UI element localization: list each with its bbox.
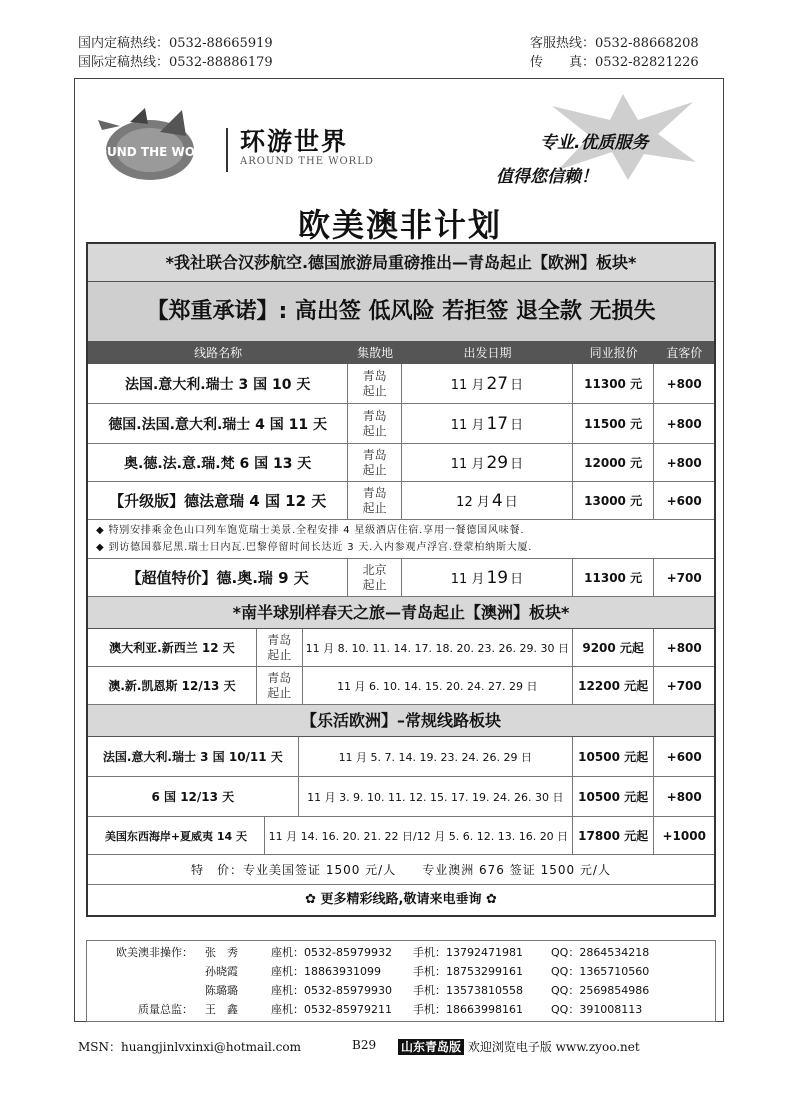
- contact-mobile: 手机：13792471981: [413, 946, 523, 959]
- route-name: 奥.德.法.意.瑞.梵 6 国 13 天: [124, 455, 312, 472]
- trade-price: 12000 元: [573, 444, 654, 481]
- contact-role: [87, 981, 193, 1000]
- trade-price: 11300 元: [573, 364, 654, 403]
- contact-qq: QQ：2569854986: [551, 984, 650, 997]
- table-row: [88, 629, 714, 667]
- service-hotline: 客服热线：0532-88668208: [530, 36, 699, 51]
- route-name: 6 国 12/13 天: [151, 790, 235, 804]
- page-number: B29: [352, 1038, 377, 1052]
- brand-block: [226, 128, 374, 172]
- more-routes-callout: ✿ 更多精彩线路,敬请来电垂询 ✿: [305, 892, 497, 907]
- trade-price: 12200 元起: [573, 667, 654, 704]
- direct-price: +800: [666, 640, 702, 655]
- contact-tel: 座机：0532-85979932: [271, 946, 392, 959]
- page-title: 欧美澳非计划: [297, 206, 502, 244]
- contact-tel: 座机：0532-85979211: [271, 1003, 392, 1016]
- trade-price: 11500 元: [573, 404, 654, 443]
- gather-point: 青岛起止: [362, 447, 387, 477]
- contact-name: 陈璐璐: [205, 984, 238, 997]
- tour-notes: [88, 520, 714, 559]
- route-name: 法国.意大利.瑞士 3 国 10 天: [124, 376, 311, 393]
- depart-month: 11 月: [450, 572, 485, 587]
- contact-role: [87, 962, 193, 981]
- table-row: [88, 559, 714, 597]
- depart-month: 12 月: [456, 495, 490, 510]
- route-name: 德国.法国.意大利.瑞士 4 国 11 天: [108, 416, 327, 433]
- depart-unit: 日: [510, 572, 524, 587]
- note-line: ◆ 特别安排乘金色山口列车饱览瑞士美景.全程安排 4 星级酒店住宿.享用一餐德国风味餐.: [96, 525, 525, 536]
- table-row: [88, 737, 714, 777]
- depart-dates: 11 月 6. 10. 14. 15. 20. 24. 27. 29 日: [303, 667, 573, 704]
- note-line: ◆ 到访德国慕尼黑.瑞士日内瓦.巴黎停留时间长达近 3 天.入内参观卢浮宫.登蒙柏纳斯大厦.: [96, 542, 533, 553]
- website-link[interactable]: 欢迎浏览电子版 www.zyoo.net: [467, 1040, 640, 1054]
- depart-dates: 11 月 8. 10. 11. 14. 17. 18. 20. 23. 26. 29. 30 日: [303, 629, 573, 666]
- table-row: [88, 777, 714, 817]
- contact-row: [87, 1000, 715, 1019]
- table-row: [88, 404, 714, 444]
- gather-point: 青岛起止: [362, 485, 387, 515]
- col-gather: 集散地: [357, 346, 394, 360]
- edition-badge: 山东青岛版: [398, 1039, 464, 1055]
- logo-text: AROUND THE WORLD: [78, 145, 222, 159]
- depart-unit: 日: [510, 457, 524, 472]
- depart-day: 4: [491, 490, 503, 511]
- contact-name: 王 鑫: [205, 1003, 238, 1016]
- table-row: [88, 444, 714, 482]
- trade-price: 9200 元起: [573, 629, 654, 666]
- direct-price: +700: [666, 678, 702, 693]
- col-trade-price: 同业报价: [589, 346, 638, 360]
- trade-price: 13000 元: [573, 482, 654, 519]
- slogan-quality: 专业.优质服务: [540, 133, 649, 153]
- trade-price: 11300 元: [573, 559, 654, 596]
- depart-month: 11 月: [450, 378, 485, 393]
- gather-point: 青岛起止: [362, 408, 387, 438]
- contact-qq: QQ：391008113: [551, 1003, 643, 1016]
- contact-name: 孙晓霞: [205, 965, 238, 978]
- contact-table: [86, 940, 716, 1022]
- direct-price: +600: [666, 749, 702, 764]
- direct-price: +800: [666, 416, 702, 431]
- route-name: 【升级版】德法意瑞 4 国 12 天: [109, 492, 327, 510]
- col-direct-price: 直客价: [666, 346, 703, 360]
- domestic-hotline: 国内定稿热线：0532-88665919: [78, 36, 273, 51]
- europe-promo: *我社联合汉莎航空.德国旅游局重磅推出—青岛起止【欧洲】板块*: [88, 244, 714, 282]
- route-name: 美国东西海岸+夏威夷 14 天: [104, 829, 248, 843]
- depart-unit: 日: [510, 378, 524, 393]
- contact-name: 张 秀: [205, 946, 238, 959]
- contact-row: [87, 962, 715, 981]
- edition-footer: [398, 1038, 640, 1055]
- depart-day: 27: [486, 373, 509, 394]
- table-row: [88, 667, 714, 705]
- contact-tel: 座机：18863931099: [271, 965, 381, 978]
- col-date: 出发日期: [463, 346, 512, 360]
- international-hotline: 国际定稿热线：0532-88886179: [78, 55, 273, 70]
- contact-row: [87, 981, 715, 1000]
- table-row: [88, 482, 714, 520]
- contact-row: [87, 943, 715, 962]
- direct-price: +600: [666, 493, 702, 508]
- brand-name: 环游世界: [240, 127, 349, 156]
- gather-point: 北京起止: [362, 562, 387, 592]
- visa-special-price: 特 价：专业美国签证 1500 元/人 专业澳洲 676 签证 1500 元/人: [88, 855, 714, 885]
- direct-price: +1000: [662, 828, 706, 843]
- regular-section-title: 【乐活欧洲】–常规线路板块: [88, 705, 714, 737]
- direct-price: +800: [666, 455, 702, 470]
- direct-price: +700: [666, 570, 702, 585]
- route-name: 澳.新.凯恩斯 12/13 天: [108, 679, 236, 693]
- route-name: 【超值特价】德.奥.瑞 9 天: [126, 569, 309, 587]
- gather-point: 青岛起止: [267, 632, 292, 662]
- globe-logo-icon: [78, 102, 222, 184]
- slogan-trust: 值得您信赖！: [496, 167, 598, 187]
- depart-dates: 11 月 14. 16. 20. 21. 22 日/12 月 5. 6. 12. 13. 16. 20 日: [265, 817, 573, 854]
- route-name: 法国.意大利.瑞士 3 国 10/11 天: [102, 750, 283, 764]
- direct-price: +800: [666, 376, 702, 391]
- route-name: 澳大利亚.新西兰 12 天: [109, 641, 235, 655]
- routes-table: [86, 242, 716, 917]
- column-headers: [88, 342, 714, 364]
- trade-price: 10500 元起: [573, 737, 654, 776]
- service-hotlines: [530, 34, 699, 72]
- col-route: 线路名称: [194, 346, 243, 360]
- domestic-hotlines: [78, 34, 273, 72]
- contact-mobile: 手机：18663998161: [413, 1003, 523, 1016]
- promise-banner: 【郑重承诺】: 高出签 低风险 若拒签 退全款 无损失: [88, 282, 714, 342]
- contact-mobile: 手机：18753299161: [413, 965, 523, 978]
- contact-qq: QQ：2864534218: [551, 946, 650, 959]
- contact-role: 欧美澳非操作：: [116, 946, 193, 959]
- depart-day: 17: [486, 413, 509, 434]
- depart-unit: 日: [504, 495, 518, 510]
- depart-dates: 11 月 5. 7. 14. 19. 23. 24. 26. 29 日: [299, 737, 573, 776]
- depart-dates: 11 月 3. 9. 10. 11. 12. 15. 17. 19. 24. 26. 30 日: [299, 777, 573, 816]
- contact-qq: QQ：1365710560: [551, 965, 650, 978]
- fax-number: 传 真：0532-82821226: [530, 55, 699, 70]
- australia-section-title: *南半球别样春天之旅—青岛起止【澳洲】板块*: [88, 597, 714, 629]
- brand-name-en: AROUND THE WORLD: [240, 156, 374, 167]
- depart-day: 29: [486, 452, 509, 473]
- table-row: [88, 364, 714, 404]
- msn-contact: MSN：huangjinlvxinxi@hotmail.com: [78, 1040, 301, 1054]
- contact-tel: 座机：0532-85979930: [271, 984, 392, 997]
- depart-month: 11 月: [450, 457, 485, 472]
- contact-role: 质量总监：: [138, 1003, 193, 1016]
- depart-unit: 日: [510, 418, 524, 433]
- trade-price: 17800 元起: [573, 817, 654, 854]
- depart-day: 19: [486, 567, 509, 588]
- trade-price: 10500 元起: [573, 777, 654, 816]
- gather-point: 青岛起止: [267, 670, 292, 700]
- contact-mobile: 手机：13573810558: [413, 984, 523, 997]
- gather-point: 青岛起止: [362, 368, 387, 398]
- depart-month: 11 月: [450, 418, 485, 433]
- direct-price: +800: [666, 789, 702, 804]
- table-row: [88, 817, 714, 855]
